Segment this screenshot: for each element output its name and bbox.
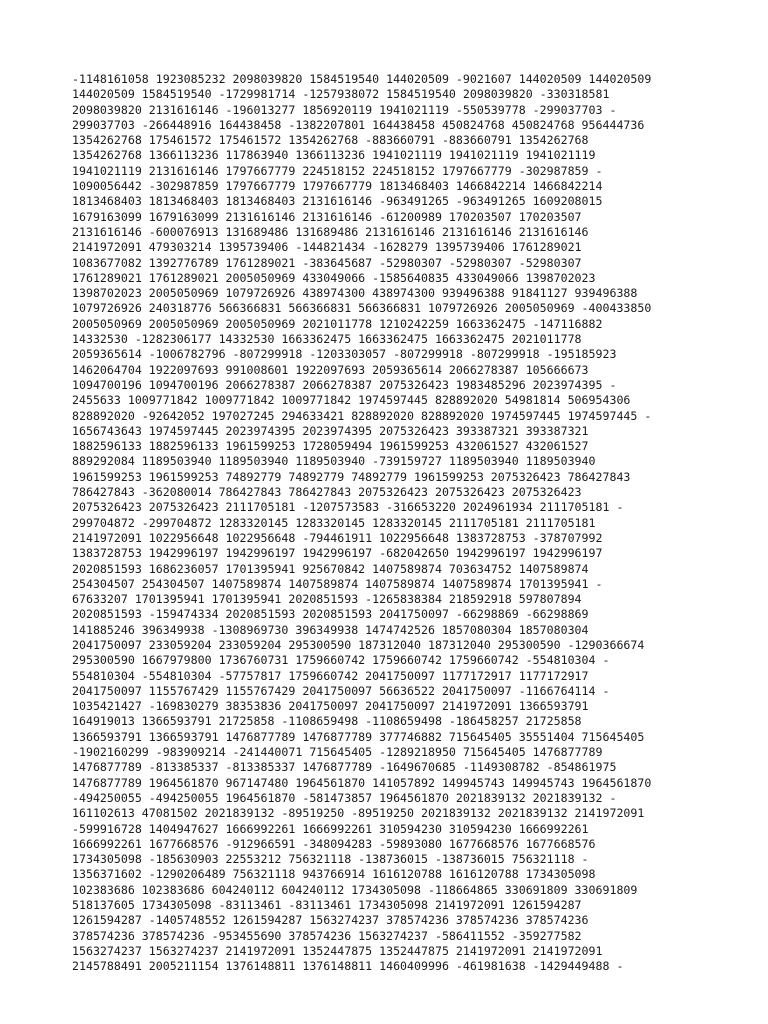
text-line: 1679163099 1679163099 2131616146 2131616146 -61200989 170203507 170203507 xyxy=(72,209,582,224)
text-line: 1079726926 240318776 566366831 566366831 566366831 1079726926 2005050969 -400433850 xyxy=(72,301,652,316)
text-line: -494250055 -494250055 1964561870 -581473857 1964561870 2021839132 2021839132 - xyxy=(72,790,617,805)
text-line: -1902160299 -983909214 -241440071 715645405 -1289218950 715645405 1476877789 xyxy=(72,745,603,760)
text-line: 1354262768 175461572 175461572 1354262768 -883660791 -883660791 1354262768 xyxy=(72,133,589,148)
text-line: 2005050969 2005050969 2005050969 2021011778 1210242259 1663362475 -147116882 xyxy=(72,316,603,331)
text-line: 144020509 1584519540 -1729981714 -1257938072 1584519540 2098039820 -330318581 xyxy=(72,87,610,102)
text-line: 102383686 102383686 604240112 604240112 1734305098 -118664865 330691809 330691809 xyxy=(72,882,638,897)
text-line: -1148161058 1923085232 2098039820 1584519540 144020509 -9021607 144020509 144020509 xyxy=(72,72,652,86)
text-line: 1882596133 1882596133 1961599253 1728059494 1961599253 432061527 432061527 xyxy=(72,439,589,454)
text-line: 1090056442 -302987859 1797667779 1797667779 1813468403 1466842214 1466842214 xyxy=(72,179,603,194)
text-line: 295300590 1667979800 1736760731 1759660742 1759660742 1759660742 -554810304 - xyxy=(72,653,610,668)
text-line: 1961599253 1961599253 74892779 74892779 74892779 1961599253 2075326423 786427843 xyxy=(72,469,631,484)
text-line: 2141972091 479303214 1395739406 -144821434 -1628279 1395739406 1761289021 xyxy=(72,240,582,255)
text-line: 1366593791 1366593791 1476877789 1476877789 377746882 715645405 35551404 715645405 xyxy=(72,729,645,744)
text-line: 1941021119 2131616146 1797667779 224518152 224518152 1797667779 -302987859 - xyxy=(72,163,603,178)
text-line: 1354262768 1366113236 117863940 1366113236 1941021119 1941021119 1941021119 xyxy=(72,148,596,163)
text-line: 2098039820 2131616146 -196013277 1856920119 1941021119 -550539778 -299037703 - xyxy=(72,102,617,117)
text-line: 1813468403 1813468403 1813468403 2131616146 -963491265 -963491265 1609208015 xyxy=(72,194,603,209)
text-line: 161102613 47081502 2021839132 -89519250 -89519250 2021839132 2021839132 2141972091 xyxy=(72,806,645,821)
text-line: 141885246 396349938 -1308969730 396349938 1474742526 1857080304 1857080304 xyxy=(72,622,589,637)
text-line: 1398702023 2005050969 1079726926 438974300 438974300 939496388 91841127 939496388 xyxy=(72,286,638,301)
text-line: 889292084 1189503940 1189503940 1189503940 -739159727 1189503940 1189503940 xyxy=(72,454,596,469)
text-line: 2020851593 -159474334 2020851593 2020851593 2041750097 -66298869 -66298869 xyxy=(72,607,589,622)
text-line: 2075326423 2075326423 2111705181 -1207573583 -316653220 2024961934 2111705181 - xyxy=(72,500,624,515)
text-line: 2041750097 1155767429 1155767429 2041750097 56636522 2041750097 -1166764114 - xyxy=(72,683,610,698)
text-line: 1476877789 1964561870 967147480 1964561870 141057892 149945743 149945743 1964561870 xyxy=(72,775,652,790)
text-line: 1094700196 1094700196 2066278387 2066278387 2075326423 1983485296 2023974395 - xyxy=(72,377,617,392)
text-line: 1261594287 -1405748552 1261594287 1563274237 378574236 378574236 378574236 xyxy=(72,913,589,928)
text-line: 1656743643 1974597445 2023974395 2023974395 2075326423 393387321 393387321 xyxy=(72,423,589,438)
text-line: 2059365614 -1006782796 -807299918 -1203303057 -807299918 -807299918 -195185923 xyxy=(72,347,617,362)
text-line: 1035421427 -169830279 38353836 2041750097 2041750097 2141972091 1366593791 xyxy=(72,699,589,714)
document-page xyxy=(72,72,712,975)
text-line: 1476877789 -813385337 -813385337 1476877789 -1649670685 -1149308782 -854861975 xyxy=(72,760,617,775)
text-line: 67633207 1701395941 1701395941 2020851593 -1265838384 218592918 597807894 xyxy=(72,592,582,607)
text-line: 1083677082 1392776789 1761289021 -383645687 -52980307 -52980307 -52980307 xyxy=(72,255,582,270)
text-line: 1761289021 1761289021 2005050969 433049066 -1585640835 433049066 1398702023 xyxy=(72,270,596,285)
text-line: 554810304 -554810304 -57757817 1759660742 2041750097 1177172917 1177172917 xyxy=(72,668,589,683)
text-line: 164919013 1366593791 21725858 -1108659498 -1108659498 -186458257 21725858 xyxy=(72,714,582,729)
text-line: 299704872 -299704872 1283320145 1283320145 1283320145 2111705181 2111705181 xyxy=(72,515,596,530)
text-line: 786427843 -362080014 786427843 786427843 2075326423 2075326423 2075326423 xyxy=(72,485,582,500)
text-line: 1462064704 1922097693 991008601 1922097693 2059365614 2066278387 105666673 xyxy=(72,362,589,377)
text-line: 2041750097 233059204 233059204 295300590 187312040 187312040 295300590 -1290366674 xyxy=(72,637,645,652)
text-line: 2020851593 1686236057 1701395941 925670842 1407589874 703634752 1407589874 xyxy=(72,561,589,576)
text-line: 378574236 378574236 -953455690 378574236 1563274237 -586411552 -359277582 xyxy=(72,928,582,943)
text-line: 2131616146 -600076913 131689486 131689486 2131616146 2131616146 2131616146 xyxy=(72,224,589,239)
text-line: 2145788491 2005211154 1376148811 1376148811 1460409996 -461981638 -1429449488 - xyxy=(72,959,624,974)
text-line: 2141972091 1022956648 1022956648 -794461911 1022956648 1383728753 -378707992 xyxy=(72,530,603,545)
text-line: 254304507 254304507 1407589874 1407589874 1407589874 1407589874 1701395941 - xyxy=(72,576,603,591)
text-line: 1666992261 1677668576 -912966591 -348094283 -59893080 1677668576 1677668576 xyxy=(72,836,596,851)
text-line: 299037703 -266448916 164438458 -1382207801 164438458 450824768 450824768 956444736 xyxy=(72,117,645,132)
text-line: -599916728 1404947627 1666992261 1666992261 310594230 310594230 1666992261 xyxy=(72,821,589,836)
text-line: 1734305098 -185630903 22553212 756321118 -138736015 -138736015 756321118 - xyxy=(72,852,589,867)
text-line: 14332530 -1282306177 14332530 1663362475 1663362475 1663362475 2021011778 xyxy=(72,332,582,347)
text-line: 1356371602 -1290206489 756321118 943766914 1616120788 1616120788 1734305098 xyxy=(72,867,596,882)
text-line: 1563274237 1563274237 2141972091 1352447875 1352447875 2141972091 2141972091 xyxy=(72,943,603,958)
text-line: 518137605 1734305098 -83113461 -83113461 1734305098 2141972091 1261594287 xyxy=(72,898,582,913)
text-line: 828892020 -92642052 197027245 294633421 828892020 828892020 1974597445 1974597445 - xyxy=(72,408,652,423)
text-line: 1383728753 1942996197 1942996197 1942996197 -682042650 1942996197 1942996197 xyxy=(72,546,603,561)
text-line: 2455633 1009771842 1009771842 1009771842 1974597445 828892020 54981814 506954306 xyxy=(72,393,631,408)
